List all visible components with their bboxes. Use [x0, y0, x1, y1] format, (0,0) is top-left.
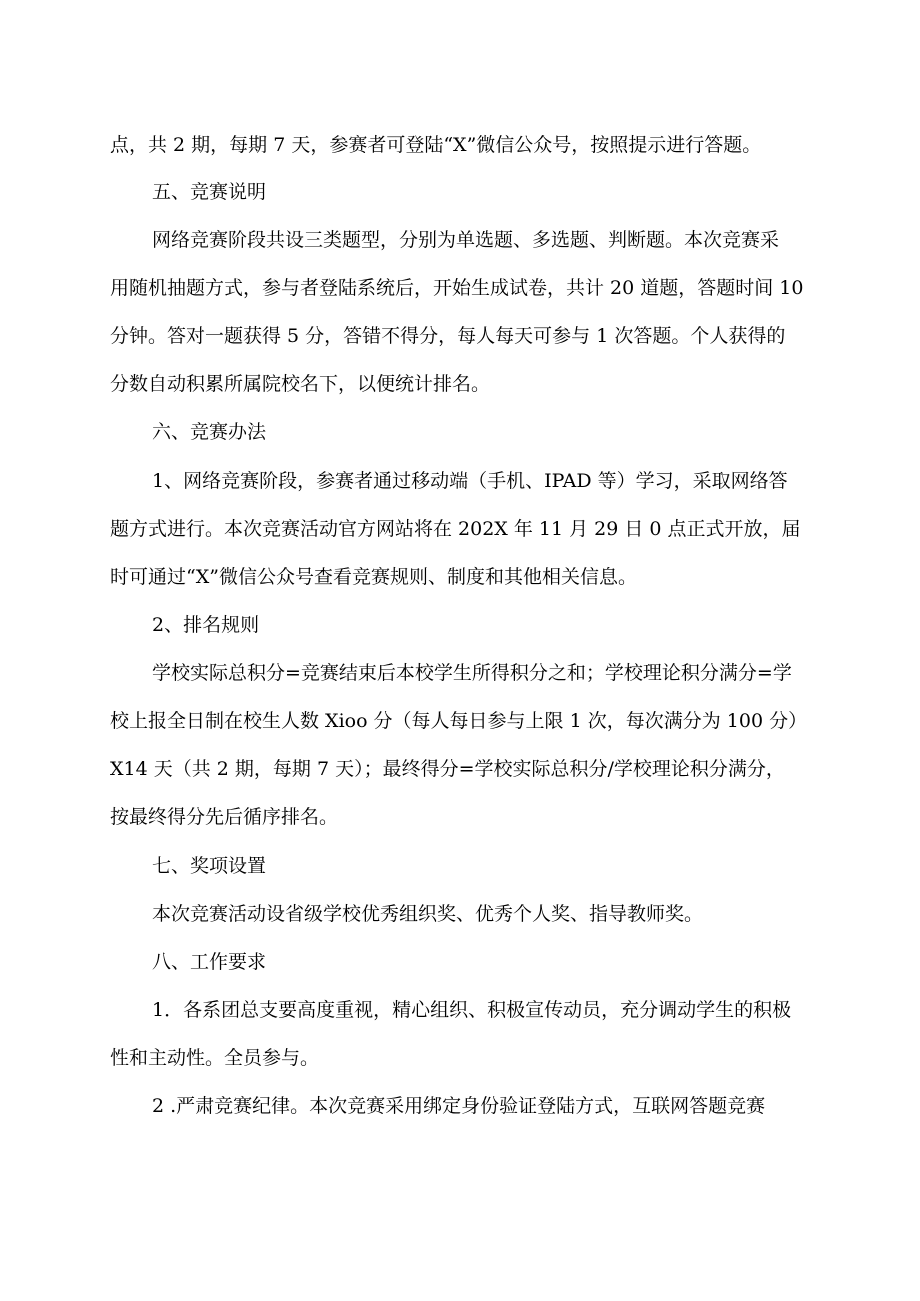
- section-heading-5: [0, 172, 920, 212]
- text-line: [0, 894, 920, 934]
- heading-text: 五、竞赛说明: [152, 181, 267, 203]
- line-text: 分钟。答对一题获得 5 分，答错不得分，每人每天可参与 1 次答题。个人获得的: [110, 325, 786, 347]
- line-text: 用随机抽题方式，参与者登陆系统后，开始生成试卷，共计 20 道题，答题时间 10: [110, 277, 804, 299]
- line-text: 本次竞赛活动设省级学校优秀组织奖、优秀个人奖、指导教师奖。: [152, 903, 704, 925]
- text-line: [0, 1086, 920, 1126]
- heading-text: 六、竞赛办法: [152, 421, 267, 443]
- line-text: X14 天（共 2 期，每期 7 天）；最终得分=学校实际总积分/学校理论积分满分，: [110, 758, 785, 780]
- line-text: 1、网络竞赛阶段，参赛者通过移动端（手机、IPAD 等）学习，采取网络答: [152, 470, 788, 492]
- text-line: [0, 1038, 920, 1078]
- line-text: 点，共 2 期，每期 7 天，参赛者可登陆“X”微信公众号，按照提示进行答题。: [110, 134, 762, 156]
- heading-text: 八、工作要求: [152, 951, 267, 973]
- text-line: [0, 220, 920, 260]
- line-text: 网络竞赛阶段共设三类题型，分别为单选题、多选题、判断题。本次竞赛采: [152, 229, 780, 251]
- line-text: 1．各系团总支要高度重视，精心组织、积极宣传动员，充分调动学生的积极: [152, 999, 792, 1021]
- line-text: 性和主动性。全员参与。: [110, 1047, 320, 1069]
- line-text: 时可通过“X”微信公众号查看竞赛规则、制度和其他相关信息。: [110, 566, 637, 588]
- text-line: [0, 316, 920, 356]
- text-line: [0, 749, 920, 789]
- line-text: 按最终得分先后循序排名。: [110, 806, 339, 828]
- text-line: [0, 268, 920, 308]
- text-line: [0, 701, 920, 741]
- section-heading-8: [0, 942, 920, 982]
- line-text: 学校实际总积分=竞赛结束后本校学生所得积分之和；学校理论积分满分=学: [152, 662, 792, 684]
- line-text: 2 .严肃竞赛纪律。本次竞赛采用绑定身份验证登陆方式，互联网答题竞赛: [152, 1095, 766, 1117]
- line-text: 分数自动积累所属院校名下，以便统计排名。: [110, 373, 491, 395]
- text-line: [0, 557, 920, 597]
- text-line: [0, 653, 920, 693]
- text-line: [0, 797, 920, 837]
- subsection-heading: [0, 605, 920, 645]
- text-line: [0, 461, 920, 501]
- line-text: 校上报全日制在校生人数 Xioo 分（每人每日参与上限 1 次，每次满分为 100 分）: [110, 710, 808, 732]
- section-heading-7: [0, 846, 920, 886]
- heading-text: 2、排名规则: [152, 614, 260, 636]
- line-text: 题方式进行。本次竞赛活动官方网站将在 202X 年 11 月 29 日 0 点正式开放，届: [110, 518, 801, 540]
- heading-text: 七、奖项设置: [152, 855, 267, 877]
- text-line: [0, 990, 920, 1030]
- section-heading-6: [0, 412, 920, 452]
- text-line: [0, 125, 920, 165]
- text-line: [0, 364, 920, 404]
- text-line: [0, 509, 920, 549]
